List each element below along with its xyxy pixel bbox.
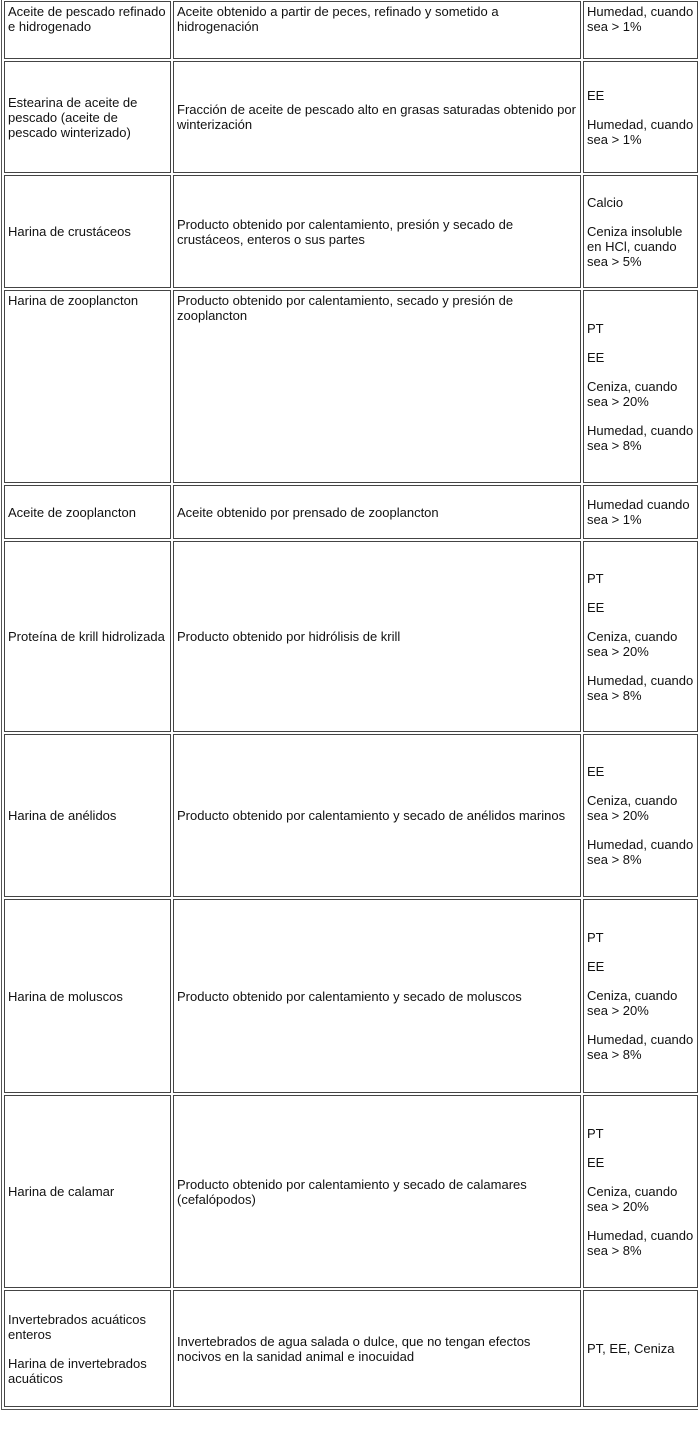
- table-row: [4, 734, 698, 897]
- table-row: [4, 1, 698, 59]
- table-row: [4, 175, 698, 288]
- requirements-cell: [583, 541, 698, 732]
- requirements-cell-text: EE: [587, 1154, 605, 1170]
- requirements-cell-text: Humedad, cuando sea > 8%: [587, 837, 694, 867]
- requirements-cell: [583, 734, 698, 897]
- description-cell: Producto obtenido por calentamiento y secado de anélidos marinos: [173, 734, 581, 897]
- description-cell: Producto obtenido por calentamiento y secado de calamares (cefalópodos): [173, 1095, 581, 1288]
- requirements-cell-text: PT: [587, 320, 604, 336]
- ingredient-name-cell-text: Proteína de krill hidrolizada: [8, 629, 165, 644]
- ingredient-name-cell: [4, 61, 171, 173]
- requirements-cell: [583, 1095, 698, 1288]
- requirements-cell: [583, 61, 698, 173]
- table-row: [4, 290, 698, 483]
- ingredient-name-cell: [4, 290, 171, 483]
- ingredient-name-cell: [4, 1095, 171, 1288]
- table-row: [4, 899, 698, 1093]
- ingredient-name-cell: [4, 1, 171, 59]
- requirements-cell: [583, 1290, 698, 1407]
- description-cell: Producto obtenido por hidrólisis de krill: [173, 541, 581, 732]
- ingredient-name-cell-text: Harina de zooplancton: [8, 293, 139, 308]
- ingredient-name-cell-text: Harina de invertebrados acuáticos: [8, 1355, 147, 1386]
- requirements-cell: [583, 290, 698, 483]
- ingredient-name-cell: [4, 1290, 171, 1407]
- table-row: [4, 1095, 698, 1288]
- requirements-cell-text: Ceniza, cuando sea > 20%: [587, 988, 678, 1018]
- requirements-cell-text: EE: [587, 87, 605, 103]
- requirements-cell: [583, 175, 698, 288]
- table-row: [4, 485, 698, 539]
- requirements-cell: [583, 485, 698, 539]
- requirements-cell-text: Ceniza, cuando sea > 20%: [587, 793, 678, 823]
- ingredient-name-cell: [4, 541, 171, 732]
- ingredient-name-cell-text: Harina de calamar: [8, 1184, 115, 1199]
- description-cell: Invertebrados de agua salada o dulce, que no tengan efectos nocivos en la sanidad animal e inocuidad: [173, 1290, 581, 1407]
- requirements-cell-text: EE: [587, 349, 605, 365]
- description-cell: Producto obtenido por calentamiento y secado de moluscos: [173, 899, 581, 1093]
- requirements-cell-text: Humedad, cuando sea > 1%: [587, 116, 694, 147]
- table-row: [4, 1290, 698, 1407]
- requirements-cell-text: PT, EE, Ceniza: [587, 1341, 675, 1356]
- description-cell: Aceite obtenido por prensado de zooplancton: [173, 485, 581, 539]
- ingredient-name-cell-text: Harina de crustáceos: [8, 224, 131, 239]
- description-cell: Fracción de aceite de pescado alto en grasas saturadas obtenido por winterización: [173, 61, 581, 173]
- requirements-cell-text: Humedad, cuando sea > 8%: [587, 422, 694, 453]
- ingredient-name-cell-text: Estearina de aceite de pescado (aceite de pescado winterizado): [8, 94, 138, 140]
- requirements-cell-text: PT: [587, 570, 604, 586]
- ingredient-name-cell-text: Aceite de pescado refinado e hidrogenado: [8, 4, 166, 34]
- requirements-cell-text: EE: [587, 599, 605, 615]
- requirements-cell: [583, 899, 698, 1093]
- requirements-cell-text: Ceniza, cuando sea > 20%: [587, 628, 678, 659]
- requirements-cell-text: Humedad, cuando sea > 8%: [587, 672, 694, 703]
- requirements-cell-text: Humedad, cuando sea > 8%: [587, 1227, 694, 1258]
- ingredient-name-cell: [4, 175, 171, 288]
- table-row: [4, 61, 698, 173]
- description-cell: Aceite obtenido a partir de peces, refinado y sometido a hidrogenación: [173, 1, 581, 59]
- table-row: [4, 541, 698, 732]
- ingredient-name-cell-text: Aceite de zooplancton: [8, 504, 136, 520]
- requirements-cell-text: Calcio: [587, 194, 624, 210]
- ingredient-name-cell: [4, 485, 171, 539]
- requirements-cell-text: EE: [587, 764, 605, 779]
- requirements-cell-text: Humedad, cuando sea > 1%: [587, 4, 694, 34]
- requirements-cell-text: Ceniza, cuando sea > 20%: [587, 378, 678, 409]
- requirements-cell-text: PT: [587, 930, 604, 945]
- requirements-cell-text: EE: [587, 959, 605, 974]
- ingredient-name-cell-text: Harina de anélidos: [8, 808, 117, 823]
- ingredient-name-cell-text: Invertebrados acuáticos enteros: [8, 1311, 147, 1342]
- requirements-cell-text: Ceniza insoluble en HCl, cuando sea > 5%: [587, 223, 683, 269]
- requirements-cell-text: PT: [587, 1125, 604, 1141]
- requirements-cell-text: Humedad cuando sea > 1%: [587, 497, 690, 527]
- requirements-cell-text: Humedad, cuando sea > 8%: [587, 1032, 694, 1062]
- ingredient-name-cell: [4, 734, 171, 897]
- description-cell: Producto obtenido por calentamiento, secado y presión de zooplancton: [173, 290, 581, 483]
- requirements-cell-text: Ceniza, cuando sea > 20%: [587, 1183, 678, 1214]
- ingredient-name-cell-text: Harina de moluscos: [8, 988, 123, 1004]
- requirements-cell: [583, 1, 698, 59]
- ingredient-name-cell: [4, 899, 171, 1093]
- feed-materials-table: [1, 0, 698, 1410]
- description-cell: Producto obtenido por calentamiento, presión y secado de crustáceos, enteros o sus partes: [173, 175, 581, 288]
